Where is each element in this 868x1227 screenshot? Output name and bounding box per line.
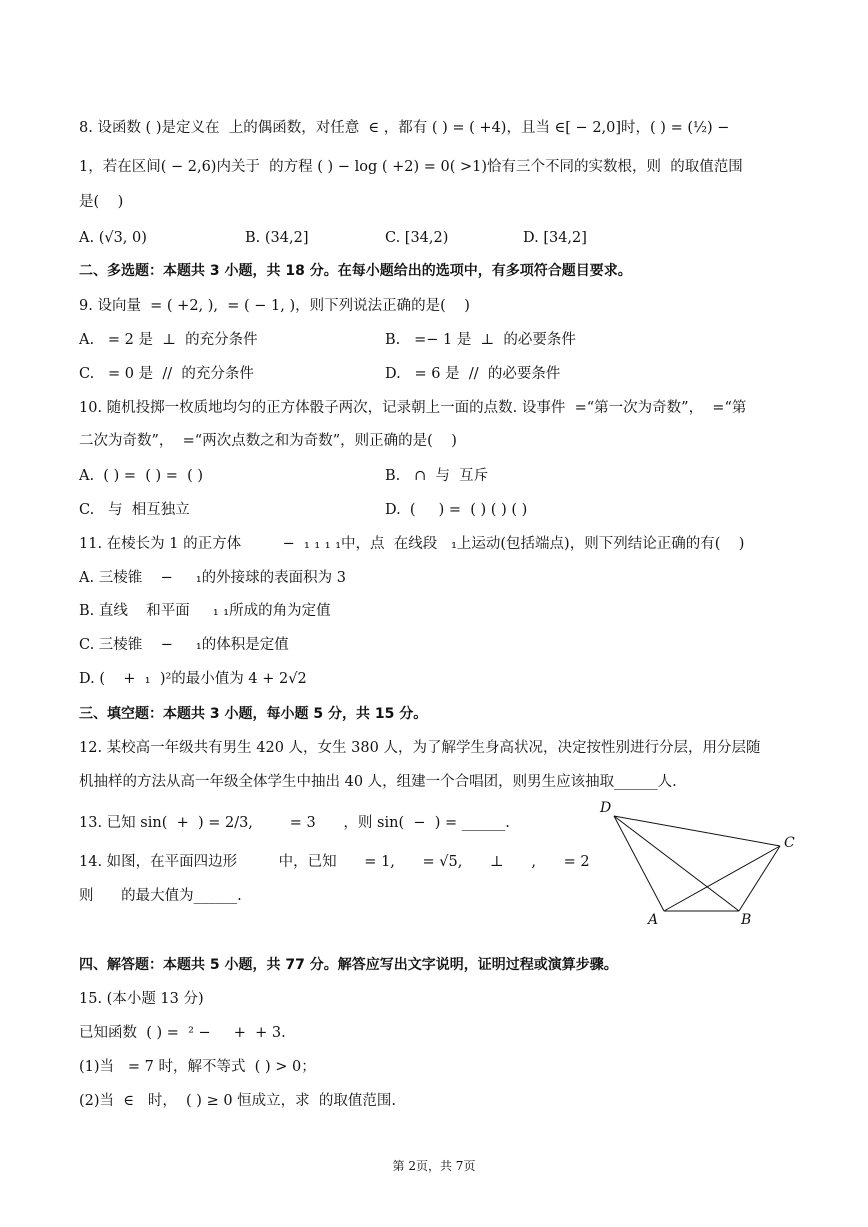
section-heading-multi-choice: 二、多选题：本题共 3 小题，共 18 分。在每小题给出的选项中，有多项符合题目要求。	[79, 263, 632, 279]
edge-bc	[739, 846, 780, 911]
label-a: A	[648, 912, 659, 926]
q9-option-b: B. =− 1 是 ⊥ 的必要条件	[385, 332, 576, 348]
q15-title: 15. (本小题 13 分)	[79, 991, 204, 1007]
q11-option-c: C. 三棱锥 − ₁的体积是定值	[79, 637, 289, 653]
q15-part2: (2)当 ∈ 时， ( ) ≥ 0 恒成立，求 的取值范围.	[79, 1093, 396, 1109]
q15-stem: 已知函数 ( ) = ² − + + 3.	[79, 1025, 286, 1041]
q8-option-a: A. (√3, 0)	[79, 230, 147, 246]
q8-line2: 1，若在区间( − 2,6)内关于 的方程 ( ) − log ( +2) = 0( >1)恰有三个不同的实数根，则 的取值范围	[79, 159, 743, 175]
q13-stem: 13. 已知 sin( + ) = 2/3, = 3 ，则 sin( − ) = ______.	[79, 815, 510, 831]
section-heading-solve: 四、解答题：本题共 5 小题，共 77 分。解答应写出文字说明，证明过程或演算步骤。	[79, 957, 618, 973]
q11-option-d: D. ( + ₁ )²的最小值为 4 + 2√2	[79, 671, 307, 687]
q10-option-a: A. ( ) = ( ) = ( )	[79, 468, 204, 484]
quadrilateral-figure	[594, 796, 804, 926]
label-c: C	[784, 835, 795, 851]
q14-line2: 则 的最大值为______.	[79, 888, 242, 904]
q10-option-b: B. ∩ 与 互斥	[385, 468, 489, 484]
edge-dc	[614, 816, 780, 846]
q10-line2: 二次为奇数”， =“两次点数之和为奇数”，则正确的是( )	[79, 433, 457, 449]
q12-line2: 机抽样的方法从高一年级全体学生中抽出 40 人，组建一个合唱团，则男生应该抽取______人.	[79, 774, 677, 790]
q9-option-d: D. = 6 是 // 的必要条件	[385, 366, 561, 382]
label-d: D	[600, 800, 612, 816]
q12-line1: 12. 某校高一年级共有男生 420 人，女生 380 人，为了解学生身高状况，决定按性别进行分层，用分层随	[79, 740, 761, 756]
edge-da	[614, 816, 664, 911]
q9-option-c: C. = 0 是 // 的充分条件	[79, 366, 254, 382]
q10-option-d: D. ( ) = ( ) ( ) ( )	[385, 502, 528, 518]
diagonal-db	[614, 816, 739, 911]
q11-stem: 11. 在棱长为 1 的正方体 − ₁ ₁ ₁ ₁中，点 在线段 ₁上运动(包括端点)，则下列结论正确的有( )	[79, 536, 745, 552]
q11-option-b: B. 直线 和平面 ₁ ₁所成的角为定值	[79, 603, 331, 619]
q14-line1: 14. 如图，在平面四边形 中，已知 = 1, = √5, ⊥ , = 2	[79, 854, 590, 870]
label-b: B	[741, 912, 752, 926]
q11-option-a: A. 三棱锥 − ₁的外接球的表面积为 3	[79, 570, 346, 586]
q8-option-b: B. (34,2]	[245, 230, 309, 246]
q8-line1: 8. 设函数 ( )是定义在 上的偶函数，对任意 ∈ ，都有 ( ) = ( +4)，且当 ∈[ − 2,0]时，( ) = (½) −	[79, 120, 730, 136]
section-heading-fill-in: 三、填空题：本题共 3 小题，每小题 5 分，共 15 分。	[79, 706, 428, 722]
q15-part1: (1)当 = 7 时，解不等式 ( ) > 0；	[79, 1059, 316, 1075]
q8-line3: 是( )	[79, 194, 124, 210]
diagonal-ac	[664, 846, 780, 911]
q10-line1: 10. 随机投掷一枚质地均匀的正方体骰子两次，记录朝上一面的点数. 设事件 =“第一次为奇数”， =“第	[79, 400, 747, 416]
page-footer: 第 2页，共 7页	[392, 1159, 476, 1173]
q8-option-c: C. [34,2)	[385, 230, 449, 246]
q8-option-d: D. [34,2]	[523, 230, 587, 246]
q9-option-a: A. = 2 是 ⊥ 的充分条件	[79, 332, 258, 348]
q10-option-c: C. 与 相互独立	[79, 502, 190, 518]
q9-stem: 9. 设向量 = ( +2, ), = ( − 1, )，则下列说法正确的是( )	[79, 298, 470, 314]
